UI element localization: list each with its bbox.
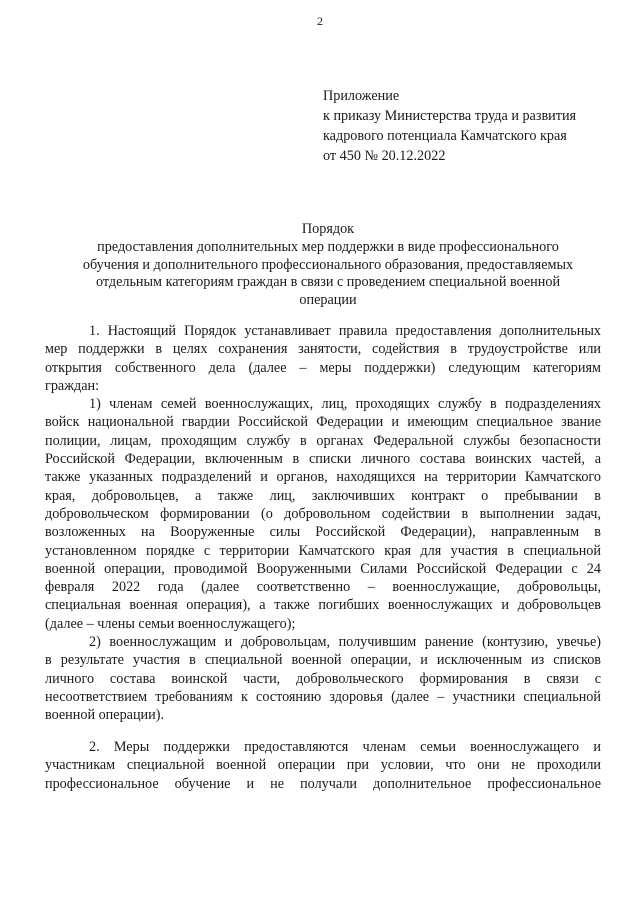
paragraph-line: Российской Федерации, включенным в списки личного состава воинских частей, а: [45, 451, 601, 468]
page-number: 2: [317, 14, 323, 28]
paragraph-line: также указанных подразделений и органов, находящихся на территории Камчатского: [45, 469, 601, 486]
paragraph-line: специальная военная операция), а также погибших военнослужащих и добровольцев: [45, 597, 601, 614]
paragraph-line: в результате участия в специальной военной операции, и исключенным из списков: [45, 652, 601, 669]
paragraph-line: 1. Настоящий Порядок устанавливает правила предоставления дополнительных: [89, 323, 601, 339]
paragraph-line: 2. Меры поддержки предоставляются членам семьи военнослужащего и: [89, 739, 601, 755]
paragraph-line: 1) членам семей военнослужащих, лиц, проходящих службу в подразделениях: [89, 396, 601, 413]
section-2: [45, 738, 601, 793]
paragraph-line: установленном порядке с территории Камчатского края для участия в специальной: [45, 542, 601, 559]
title-line: обучения и дополнительного профессионального образования, предоставляемых: [82, 256, 574, 273]
paragraph-line: военной операции).: [45, 707, 165, 724]
appendix-line: к приказу Министерства труда и развития: [323, 108, 577, 124]
paragraph-line: войск национальной гвардии Российской Федерации и имеющим специальное звание: [45, 414, 601, 431]
paragraph-line: личного состава воинской части, добровольческого формирования в связи с: [45, 670, 601, 687]
title-line: предоставления дополнительных мер поддержки в виде профессионального: [97, 238, 559, 255]
paragraph-line: профессиональное обучение и не получали дополнительное профессиональное: [45, 775, 601, 792]
paragraph-line: мер поддержки в целях сохранения занятости, содействия в трудоустройстве или: [45, 341, 601, 358]
appendix-block: [323, 86, 623, 166]
appendix-line: от 450 № 20.12.2022: [323, 148, 446, 164]
paragraph-line: 2) военнослужащим и добровольцам, получившим ранение (контузию, увечье): [89, 634, 601, 651]
title-line: Порядок: [301, 221, 355, 237]
paragraph-line: края, добровольцев, а также лиц, заключивших контракт о пребывании в: [45, 487, 601, 504]
paragraph-line: участникам специальной военной операции при условии, что они не проходили: [45, 757, 601, 774]
paragraph-line: открытия собственного дела (далее – меры поддержки) следующим категориям: [45, 359, 601, 376]
title-line: отдельным категориям граждан в связи с проведением специальной военной: [95, 274, 561, 291]
paragraph-line: добровольческом формировании (о добровольном содействии в выполнении задач,: [45, 505, 601, 522]
paragraph-line: возложенных на Вооруженные силы Российской Федерации), направленным в: [45, 524, 601, 541]
paragraph-line: февраля 2022 года (далее соответственно – военнослужащие, добровольцы,: [45, 579, 601, 596]
paragraph-line: военной операции, проводимой Вооруженными Силами Российской Федерации с 24: [45, 560, 601, 577]
section-1: [45, 322, 601, 725]
appendix-line: Приложение: [323, 88, 400, 104]
paragraph-line: (далее – члены семьи военнослужащего);: [45, 615, 296, 632]
document-title: [60, 221, 596, 310]
paragraph-line: полиции, лицам, проходящим службу в органах Федеральной службы безопасности: [45, 432, 601, 449]
paragraph-line: несоответствием требованиям к состоянию здоровья (далее – участники специальной: [45, 688, 601, 705]
title-line: операции: [299, 292, 357, 309]
appendix-line: кадрового потенциала Камчатского края: [323, 128, 567, 144]
paragraph-line: граждан:: [45, 377, 100, 394]
